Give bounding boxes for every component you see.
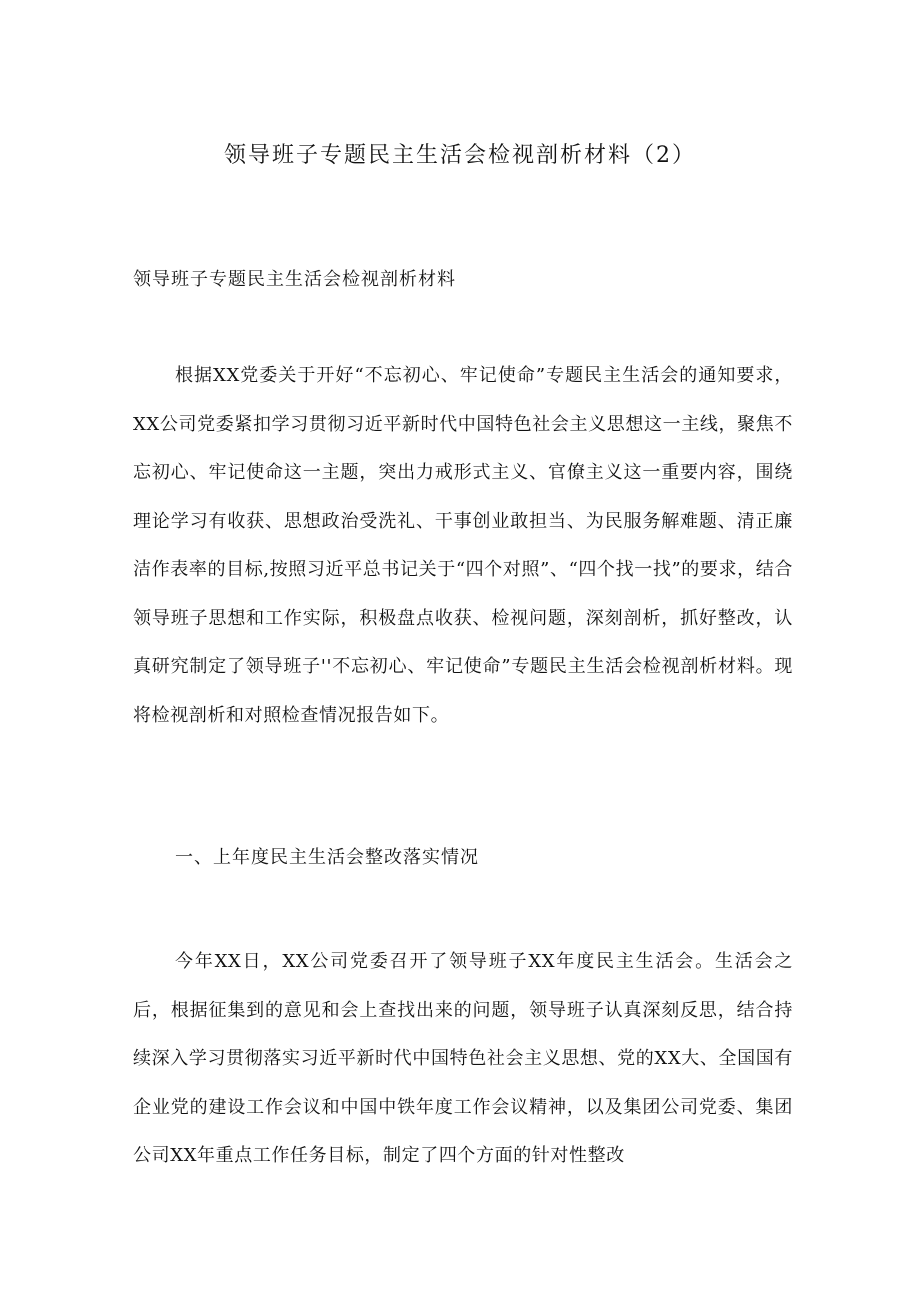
section-heading-1: 一、上年度民主生活会整改落实情况 bbox=[175, 847, 479, 868]
paragraph-section-1: 今年XX日，XX公司党委召开了领导班子XX年度民主生活会。生活会之后，根据征集到的意见和会上查找出来的问题，领导班子认真深刻反思，结合持续深入学习贯彻落实习近平新时代中国特色社会主义思想、党的XX大、全国国有企业党的建设工作会议和中国中铁年度工作会议精神，以及集团公司党委、集团公司XX年重点工作任务目标，制定了四个方面的针对性整改 bbox=[133, 951, 793, 1166]
paragraph-intro: 根据XX党委关于开好“不忘初心、牢记使命”专题民主生活会的通知要求，XX公司党委紧扣学习贯彻习近平新时代中国特色社会主义思想这一主线，聚焦不忘初心、牢记使命这一主题，突出力戒形式主义、官僚主义这一重要内容，围绕理论学习有收获、思想政治受洗礼、干事创业敢担当、为民服务解难题、清正廉洁作表率的目标,按照习近平总书记关于“四个对照”、“四个找一找”的要求，结合领导班子思想和工作实际，积极盘点收获、检视问题，深刻剖析，抓好整改，认真研究制定了领导班子''不忘初心、牢记使命”专题民主生活会检视剖析材料。现将检视剖析和对照检查情况报告如下。 bbox=[133, 365, 793, 726]
document-subtitle: 领导班子专题民主生活会检视剖析材料 bbox=[133, 269, 456, 290]
document-title: 领导班子专题民主生活会检视剖析材料（2） bbox=[224, 143, 696, 168]
